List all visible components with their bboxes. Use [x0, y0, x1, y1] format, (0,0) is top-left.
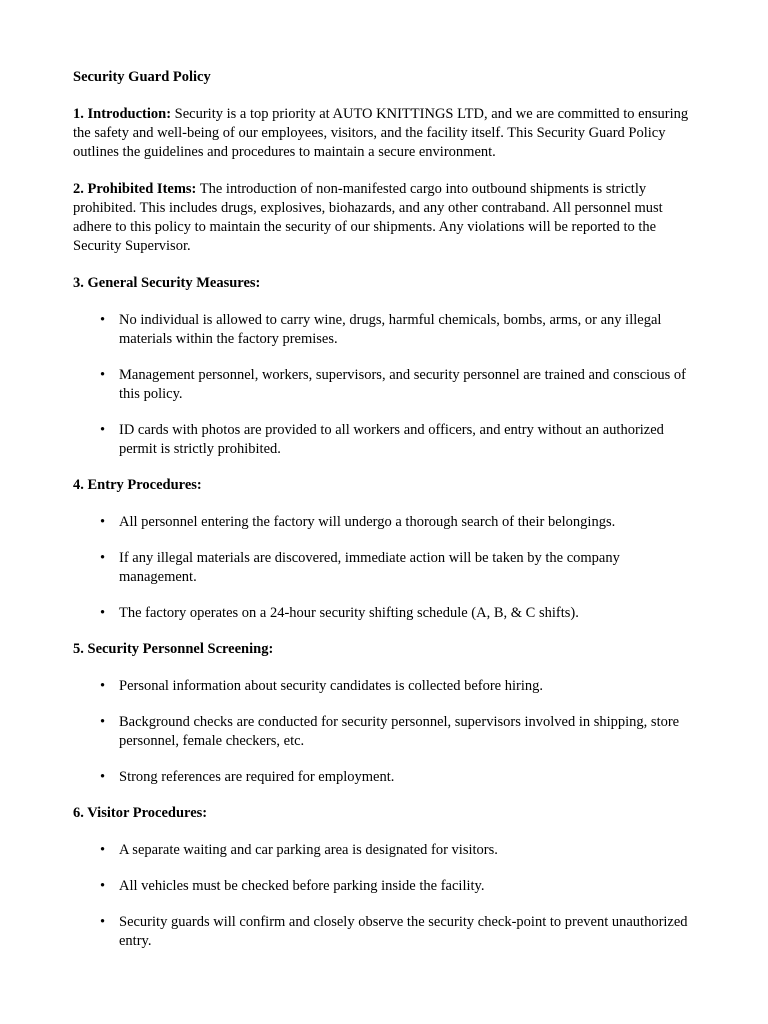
list-item-text: ID cards with photos are provided to all workers and officers, and entry without an authorized permit is strictly prohibited. — [119, 422, 664, 457]
bullet-icon: • — [100, 605, 106, 621]
list-item-text: Management personnel, workers, supervisors, and security personnel are trained and conscious of this policy. — [119, 367, 686, 402]
list-item — [73, 877, 696, 896]
bullet-icon: • — [100, 769, 106, 785]
list-item-text: Security guards will confirm and closely observe the security check-point to prevent unauthorized entry. — [119, 914, 688, 949]
document-title: Security Guard Policy — [73, 69, 211, 85]
section-introduction — [73, 105, 696, 162]
list-item — [73, 604, 696, 623]
list-item — [73, 549, 696, 587]
list-item — [73, 311, 696, 349]
section-heading-general-security: 3. General Security Measures: — [73, 275, 261, 291]
section-prohibited-items — [73, 180, 696, 256]
bullet-icon: • — [100, 842, 106, 858]
bullet-icon: • — [100, 514, 106, 530]
bullet-icon: • — [100, 878, 106, 894]
list-item-text: The factory operates on a 24-hour security shifting schedule (A, B, & C shifts). — [119, 605, 579, 621]
list-item — [73, 677, 696, 696]
list-item-text: Personal information about security candidates is collected before hiring. — [119, 678, 543, 694]
section-heading-entry-procedures: 4. Entry Procedures: — [73, 477, 202, 493]
list-item — [73, 713, 696, 751]
list-item — [73, 913, 696, 951]
personnel-screening-list — [73, 677, 696, 787]
visitor-procedures-list — [73, 841, 696, 951]
bullet-icon: • — [100, 312, 106, 328]
list-item-text: All personnel entering the factory will undergo a thorough search of their belongings. — [119, 514, 616, 530]
bullet-icon: • — [100, 914, 106, 930]
bullet-icon: • — [100, 678, 106, 694]
list-item-text: No individual is allowed to carry wine, drugs, harmful chemicals, bombs, arms, or any illegal materials within the factory premises. — [119, 312, 662, 347]
list-item — [73, 768, 696, 787]
bullet-icon: • — [100, 422, 106, 438]
list-item — [73, 421, 696, 459]
list-item-text: If any illegal materials are discovered, immediate action will be taken by the company management. — [119, 550, 620, 585]
bullet-icon: • — [100, 550, 106, 566]
list-item-text: A separate waiting and car parking area is designated for visitors. — [119, 842, 498, 858]
general-security-list — [73, 311, 696, 459]
list-item — [73, 366, 696, 404]
list-item-text: Strong references are required for employment. — [119, 769, 395, 785]
section-heading-visitor-procedures: 6. Visitor Procedures: — [73, 805, 208, 821]
bullet-icon: • — [100, 714, 106, 730]
prohibited-items-text: The introduction of non-manifested cargo into outbound shipments is strictly prohibited. This includes drugs, explosives, biohazards, and any other contraband. All personnel must adhere to this policy to maintain the security of our shipments. Any violations will be reported to the Security Supervisor. — [73, 181, 663, 254]
section-heading-prohibited-items: 2. Prohibited Items: — [73, 181, 197, 197]
entry-procedures-list — [73, 513, 696, 623]
introduction-text: Security is a top priority at AUTO KNITTINGS LTD, and we are committed to ensuring the safety and well-being of our employees, visitors, and the facility itself. This Security Guard Policy outlines the guidelines and procedures to maintain a secure environment. — [73, 106, 689, 160]
list-item-text: All vehicles must be checked before parking inside the facility. — [119, 878, 485, 894]
bullet-icon: • — [100, 367, 106, 383]
list-item — [73, 513, 696, 532]
list-item — [73, 841, 696, 860]
section-heading-introduction: 1. Introduction: — [73, 106, 172, 122]
list-item-text: Background checks are conducted for security personnel, supervisors involved in shipping, store personnel, female checkers, etc. — [119, 714, 680, 749]
section-heading-personnel-screening: 5. Security Personnel Screening: — [73, 641, 274, 657]
